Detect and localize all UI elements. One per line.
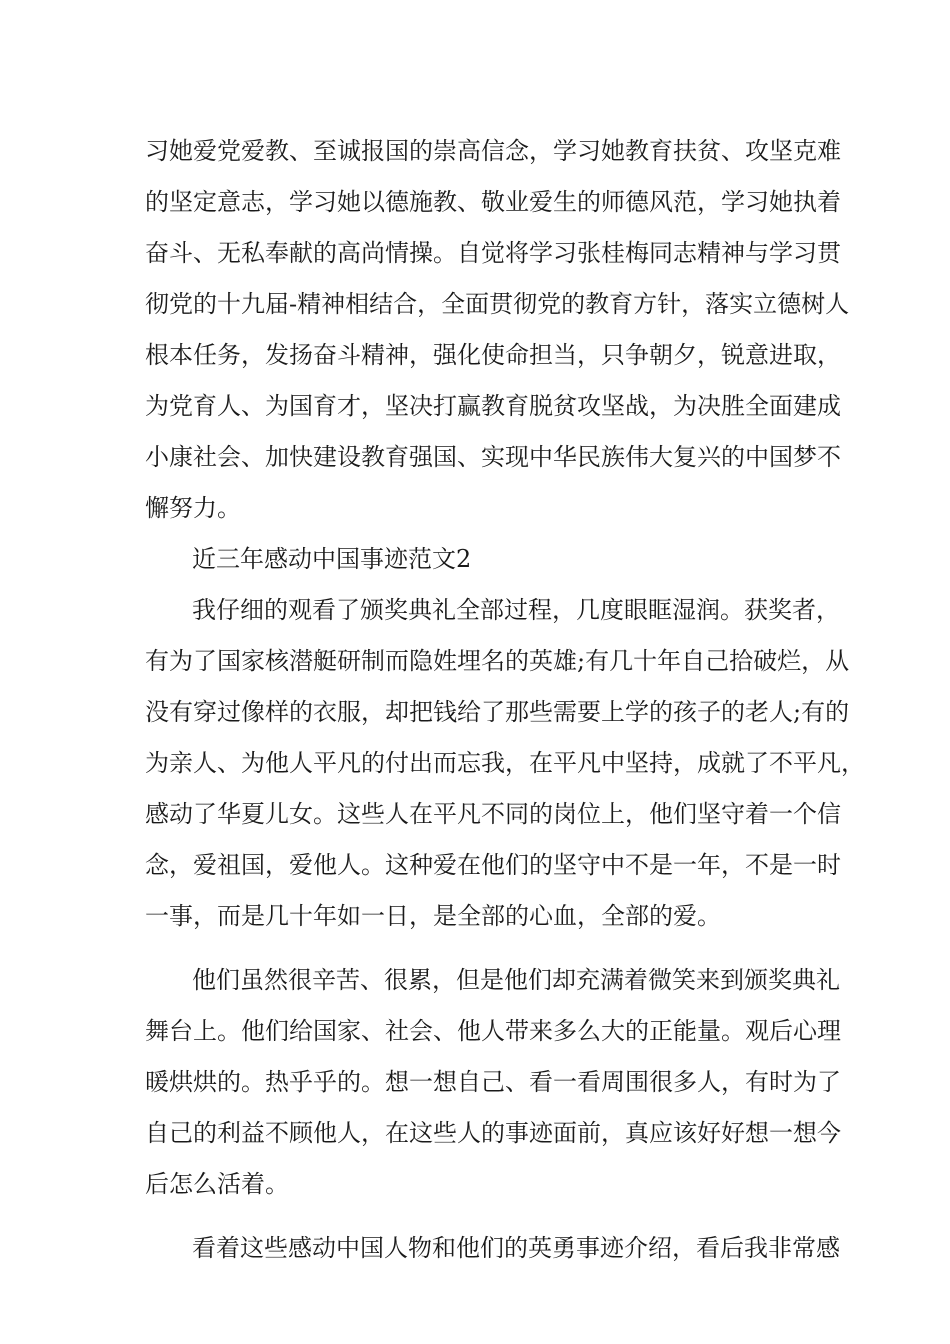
paragraph-line: 小康社会、加快建设教育强国、实现中华民族伟大复兴的中国梦不: [145, 443, 841, 471]
section-heading: 近三年感动中国事迹范文2: [192, 545, 472, 573]
paragraph-line: 为党育人、为国育才，坚决打赢教育脱贫攻坚战，为决胜全面建成: [145, 392, 841, 420]
paragraph-line: 舞台上。他们给国家、社会、他人带来多么大的正能量。观后心理: [145, 1017, 841, 1045]
paragraph-line: 念，爱祖国，爱他人。这种爱在他们的坚守中不是一年，不是一时: [145, 851, 841, 879]
paragraph-line: 感动了华夏儿女。这些人在平凡不同的岗位上，他们坚守着一个信: [145, 800, 841, 828]
paragraph-line: 暖烘烘的。热乎乎的。想一想自己、看一看周围很多人，有时为了: [145, 1068, 841, 1096]
paragraph-line: 根本任务，发扬奋斗精神，强化使命担当，只争朝夕，锐意进取，: [145, 341, 841, 369]
paragraph-line: 彻党的十九届-精神相结合，全面贯彻党的教育方针，落实立德树人: [145, 290, 850, 318]
paragraph-line: 的坚定意志，学习她以德施教、敬业爱生的师德风范，学习她执着: [145, 188, 841, 216]
paragraph-line: 懈努力。: [145, 494, 241, 522]
paragraph-line: 自己的利益不顾他人，在这些人的事迹面前，真应该好好想一想今: [145, 1119, 841, 1147]
paragraph-line: 为亲人、为他人平凡的付出而忘我，在平凡中坚持，成就了不平凡，: [145, 749, 865, 777]
paragraph-line: 看着这些感动中国人物和他们的英勇事迹介绍，看后我非常感: [192, 1234, 840, 1262]
paragraph-line: 一事，而是几十年如一日，是全部的心血，全部的爱。: [145, 902, 721, 930]
paragraph-line: 奋斗、无私奉献的高尚情操。自觉将学习张桂梅同志精神与学习贯: [145, 239, 841, 267]
paragraph-line: 后怎么活着。: [145, 1170, 289, 1198]
paragraph-line: 习她爱党爱教、至诚报国的崇高信念，学习她教育扶贫、攻坚克难: [145, 137, 841, 165]
paragraph-line: 没有穿过像样的衣服，却把钱给了那些需要上学的孩子的老人;有的: [145, 698, 850, 726]
paragraph-line: 有为了国家核潜艇研制而隐姓埋名的英雄;有几十年自己拾破烂，从: [145, 647, 850, 675]
paragraph-line: 我仔细的观看了颁奖典礼全部过程，几度眼眶湿润。获奖者，: [192, 596, 840, 624]
paragraph-line: 他们虽然很辛苦、很累，但是他们却充满着微笑来到颁奖典礼: [192, 966, 840, 994]
